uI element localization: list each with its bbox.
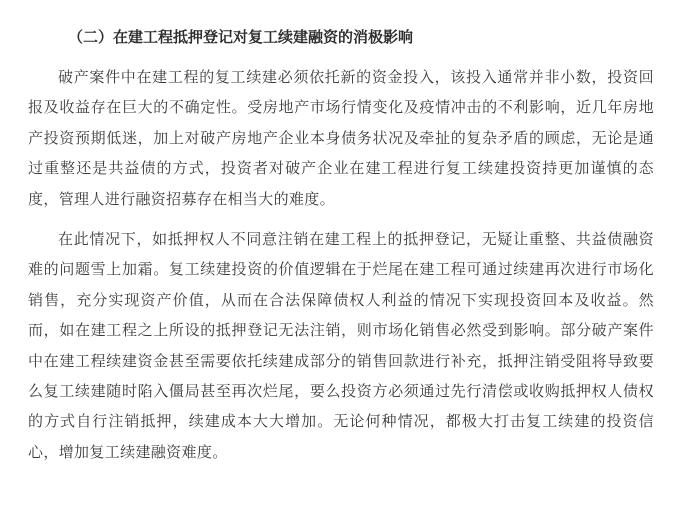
- paragraph-financing-uncertainty: 破产案件中在建工程的复工续建必须依托新的资金投入，该投入通常并非小数，投资回报及收益存在巨大的不确定性。受房地产市场行情变化及疫情冲击的不利影响，近几年房地产投资预期低迷，加上对破产房地产企业本身债务状况及牵扯的复杂矛盾的顾虑，无论是通过重整还是共益债的方式，投资者对破产企业在建工程进行复工续建投资持更加谨慎的态度，管理人进行融资招募存在相当大的难度。: [28, 68, 654, 208]
- section-title: （二）在建工程抵押登记对复工续建融资的消极影响: [68, 28, 414, 46]
- paragraph-mortgage-impact: 在此情况下，如抵押权人不同意注销在建工程上的抵押登记，无疑让重整、共益债融资难的问题雪上加霜。复工续建投资的价值逻辑在于烂尾在建工程可通过续建再次进行市场化销售，充分实现资产价值，从而在合法保障债权人利益的情况下实现投资回本及收益。然而，如在建工程之上所设的抵押登记无法注销，则市场化销售必然受到影响。部分破产案件中在建工程续建资金甚至需要依托续建成部分的销售回款进行补充，抵押注销受阻将导致要么复工续建随时陷入僵局甚至再次烂尾，要么投资方必须通过先行清偿或收购抵押权人债权的方式自行注销抵押，续建成本大大增加。无论何种情况，都极大打击复工续建的投资信心，增加复工续建融资难度。: [28, 230, 654, 461]
